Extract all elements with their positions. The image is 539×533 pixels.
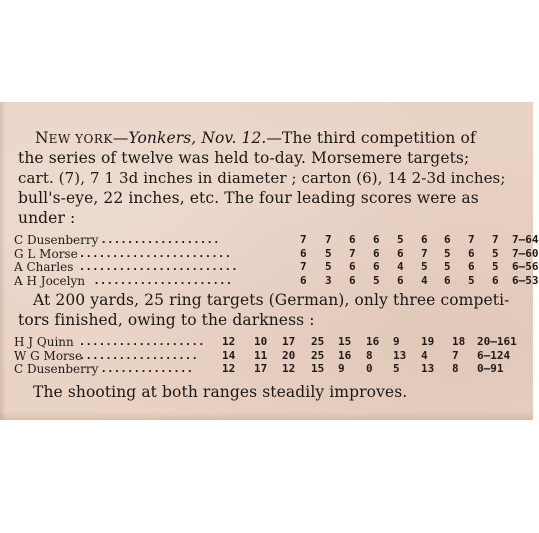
score-cell: 13 [393,348,407,362]
score-cell: 6 [373,246,380,260]
score-cell: 6 [349,233,356,246]
score-total-cell: 7—60 [512,246,539,260]
score-cell: 7 [492,233,499,246]
score-cell: 6 [421,233,428,246]
table-row [0,260,539,274]
score-cell: 14 [222,348,236,362]
score-cell: 5 [325,246,332,260]
score-total-cell: 0—91 [477,362,504,375]
score-cell: 6 [444,273,451,287]
score-cell: 6 [373,260,380,273]
score-cell: 5 [492,260,499,273]
competitor-name: A H Jocelyn [14,273,85,288]
score-cell: 7 [468,233,475,246]
score-cell: 15 [338,335,352,348]
score-cell: 4 [421,348,428,362]
competitor-name: G L Morse [14,246,78,261]
closing-line: The shooting at both ranges steadily improves. [33,383,408,401]
competitor-name: W G Morse [14,348,83,363]
score-cell: 5 [373,273,380,287]
score-cell: 5 [492,246,499,260]
dateline-place-rest: EW YORK [48,132,113,146]
score-cell: 7 [300,233,307,246]
dot-leader: .................. [100,233,220,246]
score-cell: 11 [254,348,268,362]
competitor-name: H J Quinn [14,335,74,349]
score-cell: 17 [254,362,268,375]
score-cell: 0 [366,362,373,375]
dot-leader: ....................... [78,246,232,260]
score-cell: 6 [468,260,475,273]
dot-leader: ..................... [93,273,233,287]
score-cell: 6 [397,246,404,260]
score-cell: 6 [349,260,356,273]
table-row [0,335,533,349]
score-cell: 7 [349,246,356,260]
score-cell: 5 [397,233,404,246]
score-cell: 5 [444,246,451,260]
dateline-dash: — [112,129,129,147]
intro-line-1 [35,129,476,147]
score-cell: 5 [468,273,475,287]
score-cell: 13 [421,362,435,375]
score-cell: 6 [397,273,404,287]
intro-line-4: bull's-eye, 22 inches, etc. The four leading scores were as [18,189,479,207]
score-cell: 12 [222,362,236,375]
competitor-name: C Dusenberry [14,362,99,376]
table-row [0,246,539,261]
score-cell: 4 [397,260,404,273]
score-cell: 5 [393,362,400,375]
dateline-place-initial: N [35,129,49,147]
para2-line-2: tors finished, owing to the darkness : [18,311,315,329]
intro-text-1: —The third competition of [266,129,476,147]
score-cell: 16 [338,348,352,362]
score-cell: 5 [421,260,428,273]
newspaper-clipping [0,102,539,420]
dot-leader: ........................ [78,260,238,273]
competitor-name: C Dusenberry [14,233,99,247]
score-cell: 17 [282,335,296,348]
table-row [0,273,539,288]
table-row [0,362,533,376]
score-cell: 25 [311,335,325,348]
score-cell: 7 [300,260,307,273]
score-cell: 12 [282,362,296,375]
score-cell: 25 [311,348,325,362]
intro-line-3: cart. (7), 7 1 3d inches in diameter ; carton (6), 14 2-3d inches; [18,169,506,187]
score-cell: 7 [421,246,428,260]
score-cell: 6 [444,233,451,246]
score-cell: 6 [373,233,380,246]
score-cell: 15 [311,362,325,375]
score-cell: 3 [325,273,332,287]
para2-line-1: At 200 yards, 25 ring targets (German), only three competi- [33,291,510,309]
score-total-cell: 6—124 [477,348,511,362]
dot-leader: .................. [78,348,199,362]
dot-leader: ................... [78,335,205,348]
table-row [0,233,539,247]
score-cell: 6 [468,246,475,260]
score-cell: 19 [421,335,435,348]
table-row [0,349,533,363]
score-cell: 5 [444,260,451,273]
score-cell: 9 [338,362,345,375]
score-cell: 6 [300,246,307,260]
score-total-cell: 6—56 [512,260,539,273]
score-total-cell: 20—161 [477,335,517,348]
score-cell: 9 [393,335,400,348]
score-cell: 6 [349,273,356,287]
score-cell: 18 [452,335,466,348]
score-cell: 16 [366,335,380,348]
score-cell: 5 [325,260,332,273]
score-cell: 20 [282,348,296,362]
score-total-cell: 7—64 [512,233,539,246]
score-cell: 7 [452,348,459,362]
score-cell: 6 [300,273,307,287]
score-cell: 8 [452,362,459,375]
score-cell: 6 [492,273,499,287]
dateline-location-date: Yonkers, Nov. 12. [128,129,267,147]
score-cell: 8 [366,348,373,362]
score-cell: 10 [254,335,268,348]
score-cell: 4 [421,273,428,287]
competitor-name: A Charles [14,260,74,274]
score-cell: 12 [222,335,236,348]
intro-line-5: under : [18,209,76,227]
score-total-cell: 6—53 [512,273,539,287]
paper-edge-shadow-bottom [0,412,533,420]
intro-line-2: the series of twelve was held to-day. Morsemere targets; [18,149,470,167]
dot-leader: .............. [100,362,194,375]
score-cell: 7 [325,233,332,246]
